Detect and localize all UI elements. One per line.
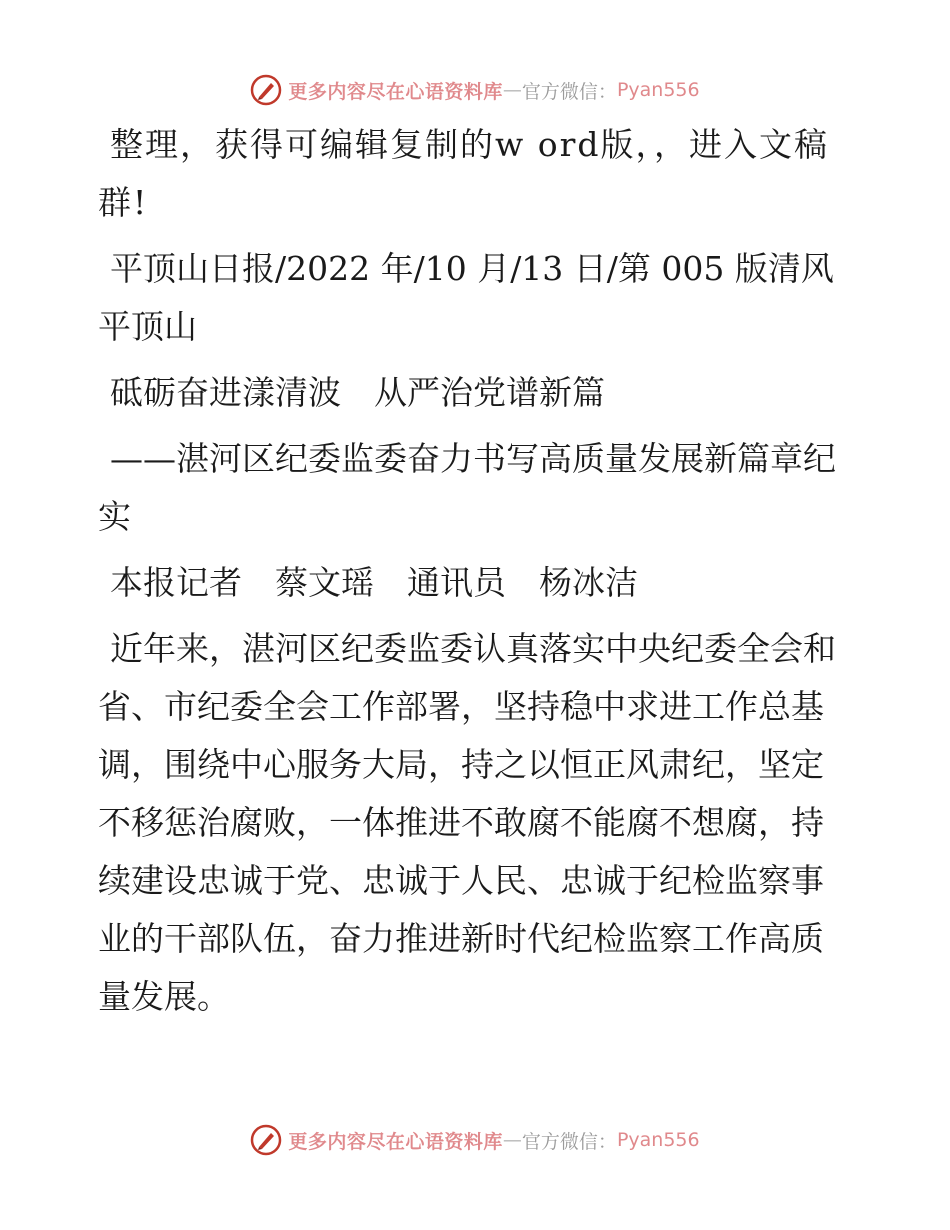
document-body — [98, 116, 850, 1034]
article-subtitle: ——湛河区纪委监委奋力书写高质量发展新篇章纪实 — [98, 439, 836, 536]
watermark-main-text: 更多内容尽在心语资料库 — [288, 1130, 503, 1153]
watermark-wechat-label: 官方微信： — [521, 1130, 617, 1153]
watermark-wechat-id: Pyan556 — [616, 79, 700, 101]
header-watermark — [0, 70, 950, 110]
watermark-wechat-id: Pyan556 — [616, 1129, 700, 1151]
byline: 本报记者 蔡文瑶 通讯员 杨冰洁 — [110, 563, 638, 602]
pen-logo-icon — [250, 74, 282, 106]
intro-note: 整理，获得可编辑复制的w ord版，，进入文稿群! — [98, 125, 830, 222]
watermark-wechat-label: 官方微信： — [521, 80, 617, 103]
watermark-separator: — — [502, 79, 522, 101]
watermark-separator: — — [502, 1129, 522, 1151]
article-title: 砥砺奋进漾清波 从严治党谱新篇 — [110, 373, 605, 412]
body-paragraph: 近年来，湛河区纪委监委认真落实中央纪委全会和省、市纪委全会工作部署，坚持稳中求进工作总基调，围绕中心服务大局，持之以恒正风肃纪，坚定不移惩治腐败，一体推进不敢腐不能腐不想腐，持续建设忠诚于党、忠诚于人民、忠诚于纪检监察事业的干部队伍，奋力推进新时代纪检监察工作高质量发展。 — [98, 629, 836, 1016]
footer-watermark — [0, 1120, 950, 1160]
source-line: 平顶山日报/2022 年/10 月/13 日/第 005 版清风平顶山 — [98, 249, 834, 346]
watermark-main-text: 更多内容尽在心语资料库 — [288, 80, 503, 103]
pen-logo-icon — [250, 1124, 282, 1156]
